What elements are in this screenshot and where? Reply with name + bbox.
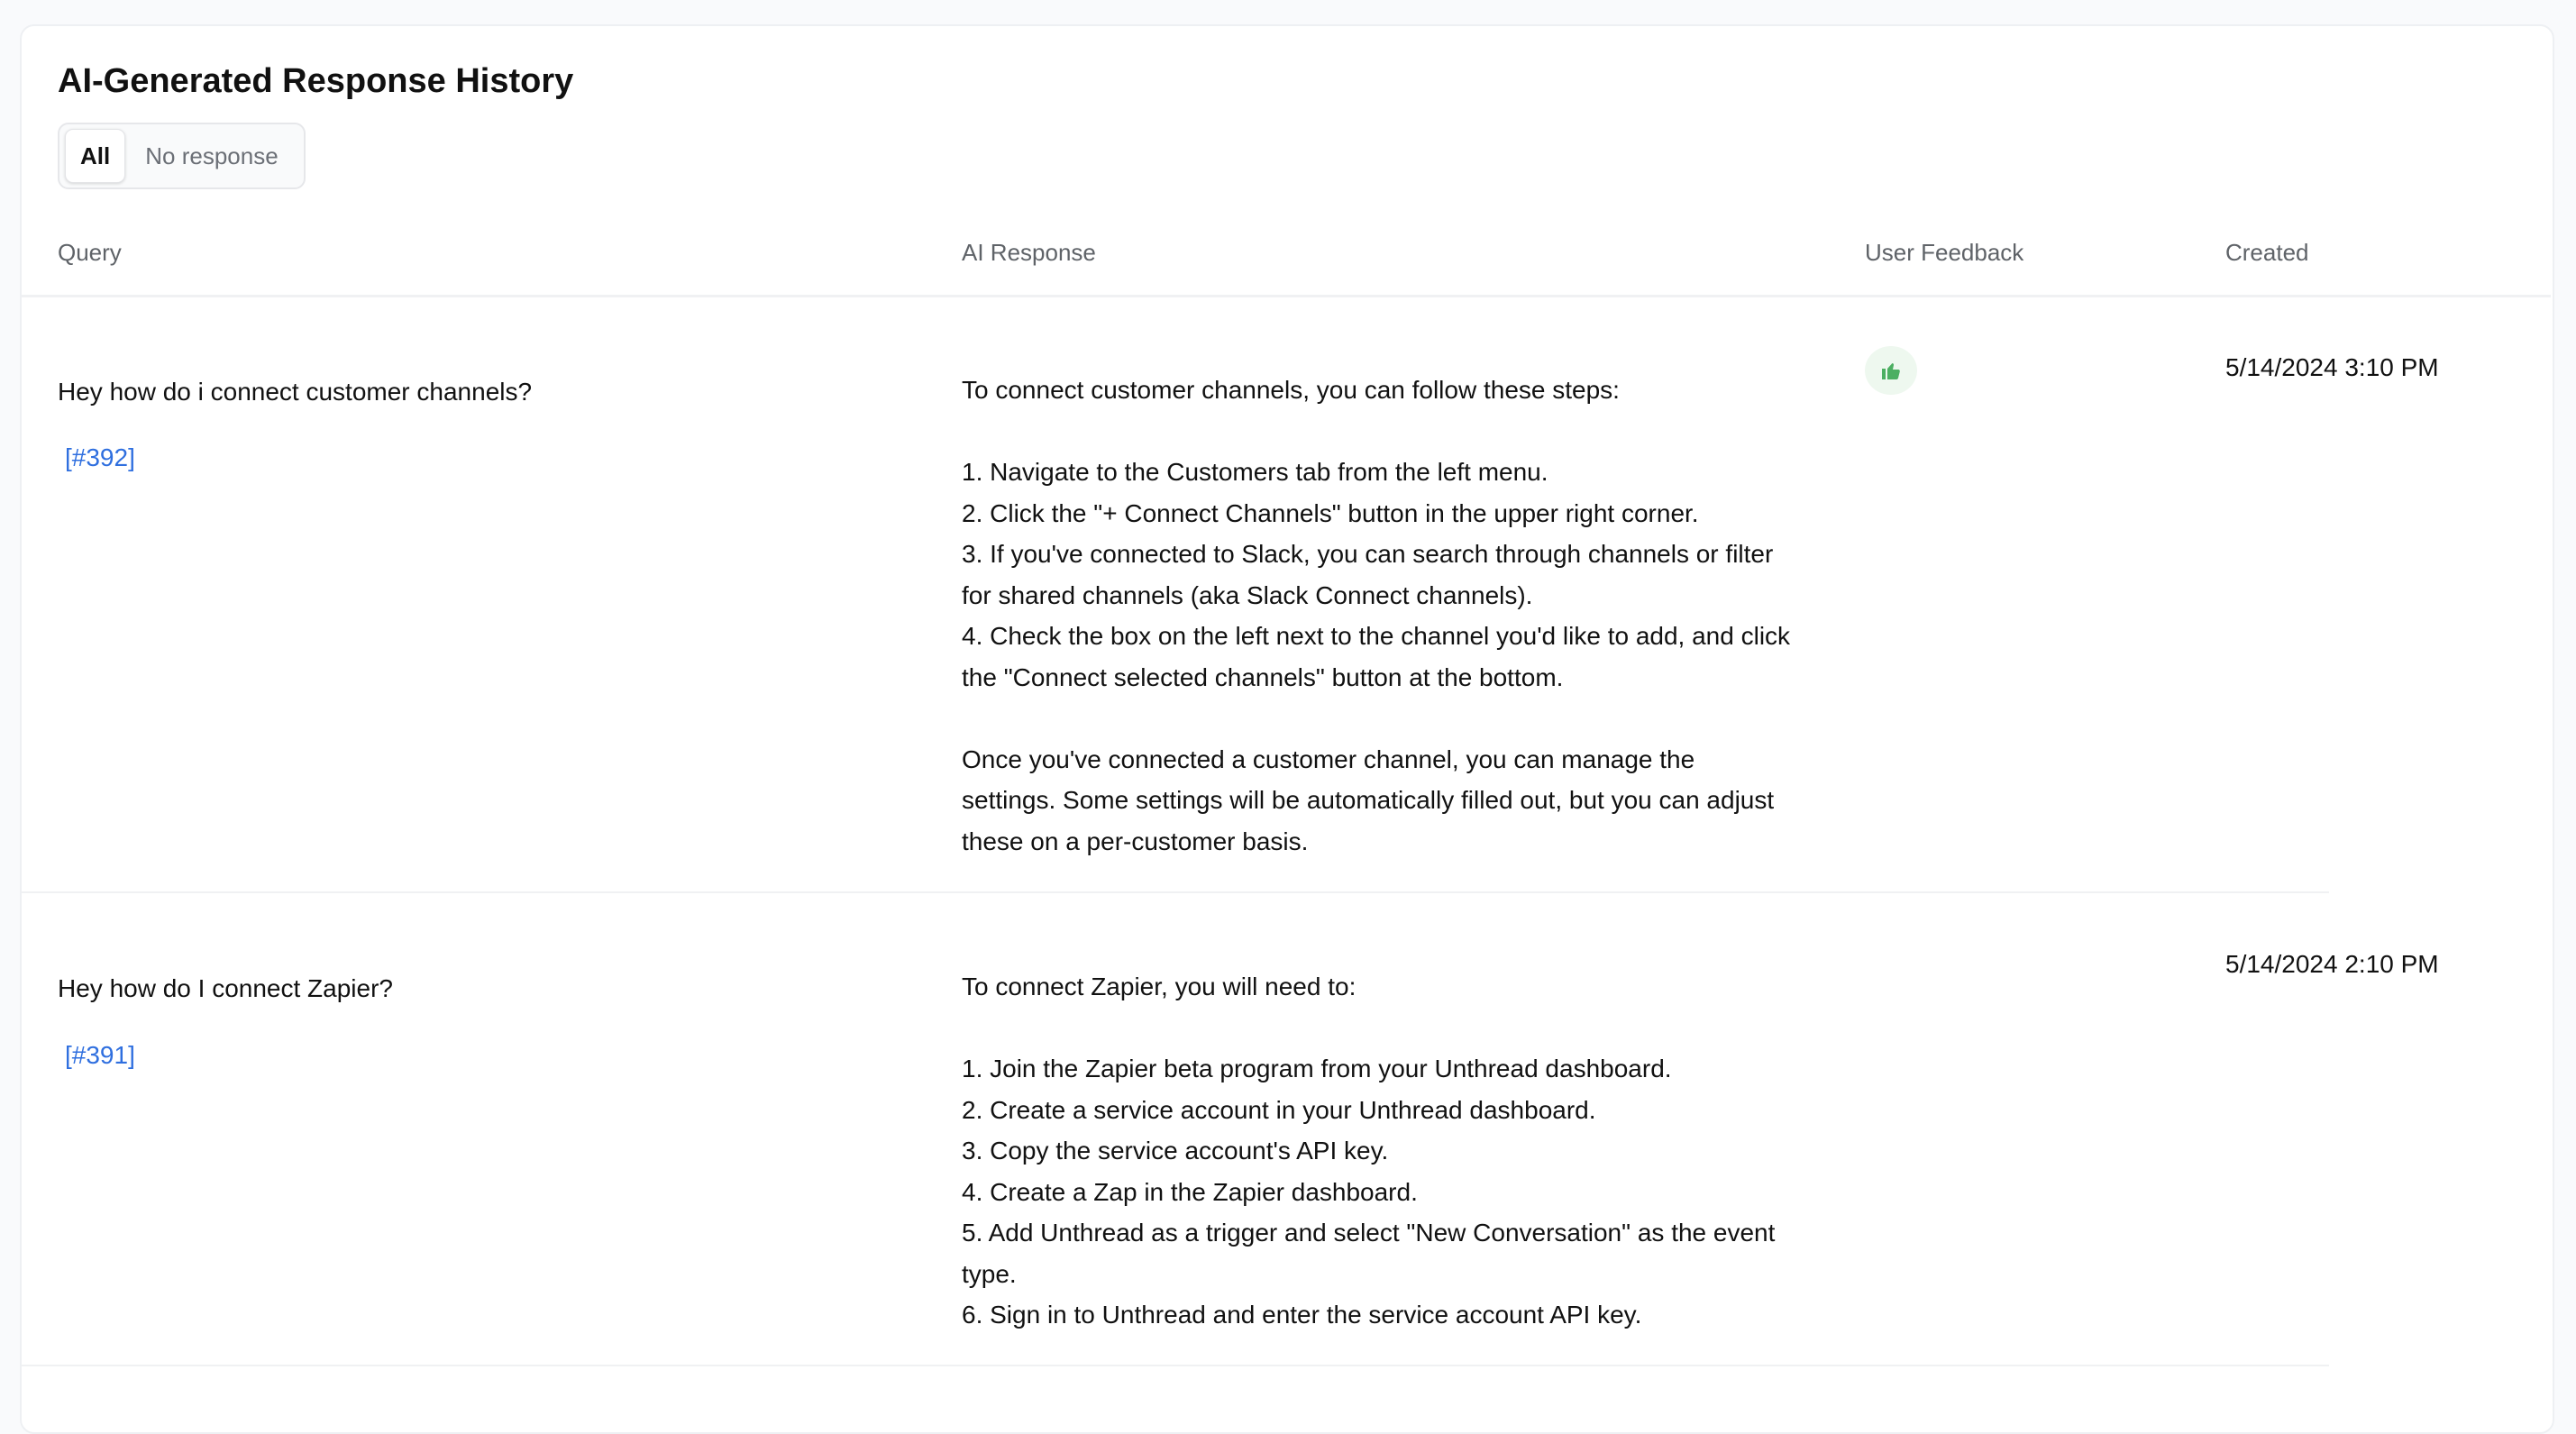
conversation-link[interactable]: [#392] (65, 443, 135, 471)
query-text: Hey how do I connect Zapier? (58, 974, 393, 1002)
row-divider (22, 1365, 2329, 1366)
ai-response-text: To connect customer channels, you can follow these steps: 1. Navigate to the Customers tab from the left menu. 2. Click the "+ Connect Channels" button in the upper right corner. 3. If you've connected to Slack, you can search through channels or filter for shared channels (aka Slack Connect channels). 4. Check the box on the left next to the channel you'd like to add, and click the "Connect selected channels" button at the bottom. Once you've connected a customer channel, you can manage the settings. Some settings will be automatically filled out, but you can adjust these on a per-customer basis. (962, 376, 1791, 855)
conversation-link[interactable]: [#391] (65, 1041, 135, 1069)
tab-all[interactable]: All (65, 129, 125, 183)
tab-no-response[interactable]: No response (145, 142, 279, 169)
column-header-query[interactable]: Query (58, 239, 122, 266)
header-divider (22, 295, 2551, 297)
column-header-ai-response[interactable]: AI Response (962, 239, 1096, 266)
filter-tabs (58, 123, 306, 189)
feedback-badge (1865, 346, 1917, 395)
thumbs-up-icon (1880, 360, 1902, 381)
column-header-created[interactable]: Created (2225, 239, 2309, 266)
ai-response-text: To connect Zapier, you will need to: 1. Join the Zapier beta program from your Unthread dashboard. 2. Create a service account in your Unthread dashboard. 3. Copy the service account's API key. 4. Create a Zap in the Zapier dashboard. 5. Add Unthread as a trigger and select "New Conversation" as the event type. 6. Sign in to Unthread and enter the service account API key. (962, 973, 1776, 1329)
query-text: Hey how do i connect customer channels? (58, 378, 533, 406)
page-title: AI-Generated Response History (58, 62, 574, 100)
row-divider (22, 891, 2329, 893)
column-header-user-feedback[interactable]: User Feedback (1865, 239, 2024, 266)
created-date: 5/14/2024 2:10 PM (2225, 950, 2439, 978)
response-history-card (20, 24, 2554, 1434)
created-date: 5/14/2024 3:10 PM (2225, 353, 2439, 381)
